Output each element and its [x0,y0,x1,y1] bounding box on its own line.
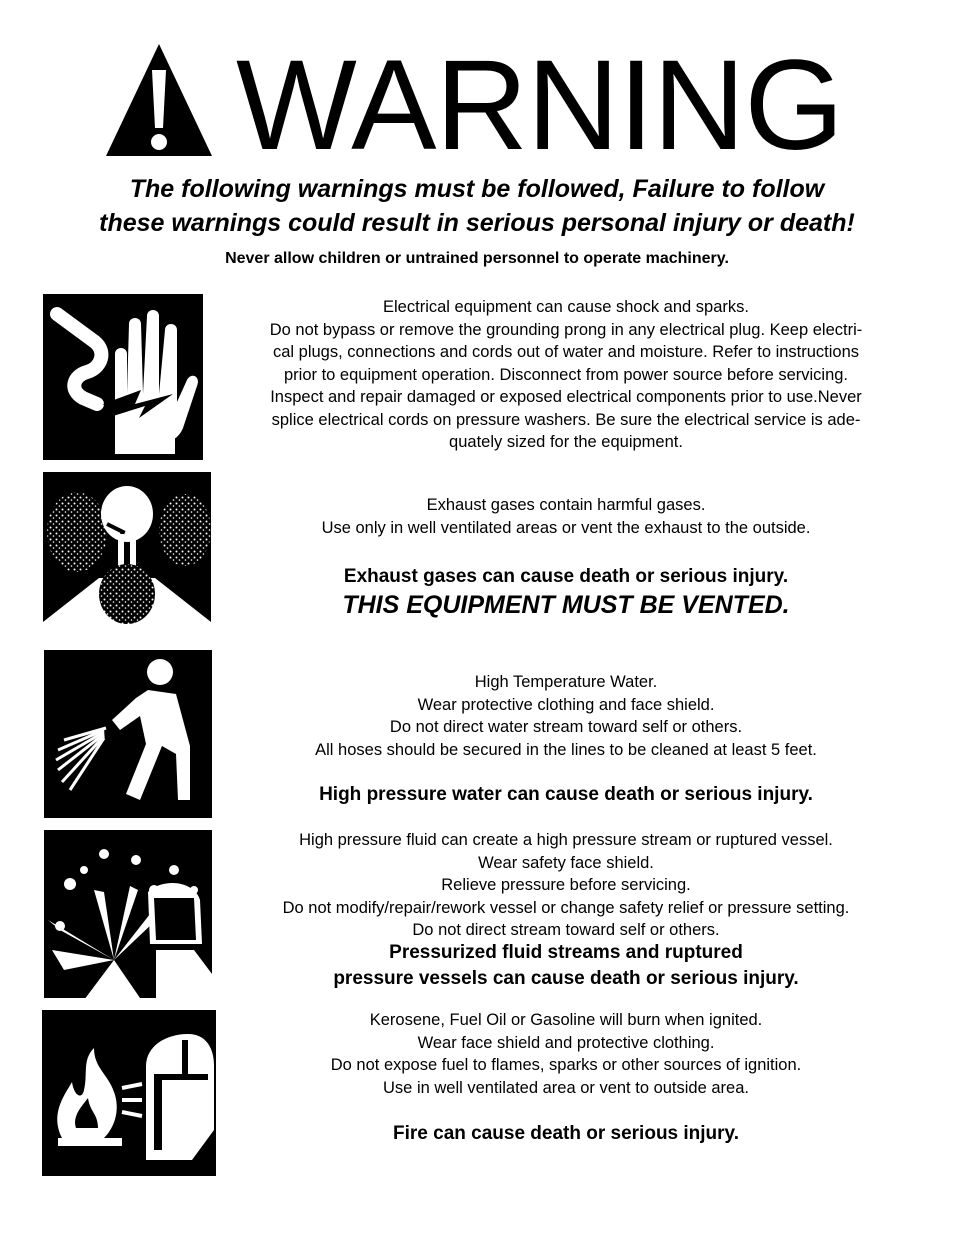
fire-warning-text: Kerosene, Fuel Oil or Gasoline will burn when ignited. Wear face shield and protective clothing. Do not expose fuel to flames, sparks or other sources of ignition. Use in well ventilated area or vent to outside area. [330,1011,802,1097]
fire-flame-icon [42,1010,216,1176]
page-title: WARNING [236,34,843,177]
ruptured-vessel-explosion-icon [44,830,212,998]
hot-water-danger-text: High pressure water can cause death or serious injury. [319,784,813,805]
notice-text: Never allow children or untrained personnel to operate machinery. [225,250,729,267]
subtitle-line-1: The following warnings must be followed, Failure to follow [129,175,825,203]
vent-requirement-text: THIS EQUIPMENT MUST BE VENTED. [342,591,790,619]
exhaust-warning-text: Exhaust gases contain harmful gases. Use only in well ventilated areas or vent the exhaust to the outside. [321,496,811,537]
exclamation-triangle-icon [104,42,214,158]
subtitle-line-2: these warnings could result in serious personal injury or death! [99,209,855,237]
electrical-warning-text: Electrical equipment can cause shock and sparks. Do not bypass or remove the grounding prong in any electrical plug. Keep electri- cal plugs, connections and cords out of water and moisture. Refer to instructions prior to equipment operation. Disconnect from power source before servicing. Inspect and repair damaged or exposed electrical components prior to use.Never splice electrical cords on pressure washers. Be sure the electrical service is ade- quately sized for the equipment. [269,298,863,451]
pressure-danger-text: Pressurized fluid streams and ruptured pressure vessels can cause death or serious injury. [333,942,799,989]
exhaust-danger-text: Exhaust gases can cause death or serious injury. [343,566,789,587]
hot-water-warning-text: High Temperature Water. Wear protective clothing and face shield. Do not direct water stream toward self or others. All hoses should be secured in the lines to be cleaned at least 5 feet. [315,673,817,759]
exhaust-gas-inhalation-icon [43,472,211,640]
electric-shock-hand-icon [43,294,203,460]
high-pressure-spray-icon [44,650,212,818]
pressure-warning-text: High pressure fluid can create a high pressure stream or ruptured vessel. Wear safety face shield. Relieve pressure before servicing. Do not modify/repair/rework vessel or change safety relief or pressure setting. Do not direct stream toward self or others. [282,831,850,939]
fire-danger-text: Fire can cause death or serious injury. [393,1123,739,1144]
warning-header [0,34,954,177]
